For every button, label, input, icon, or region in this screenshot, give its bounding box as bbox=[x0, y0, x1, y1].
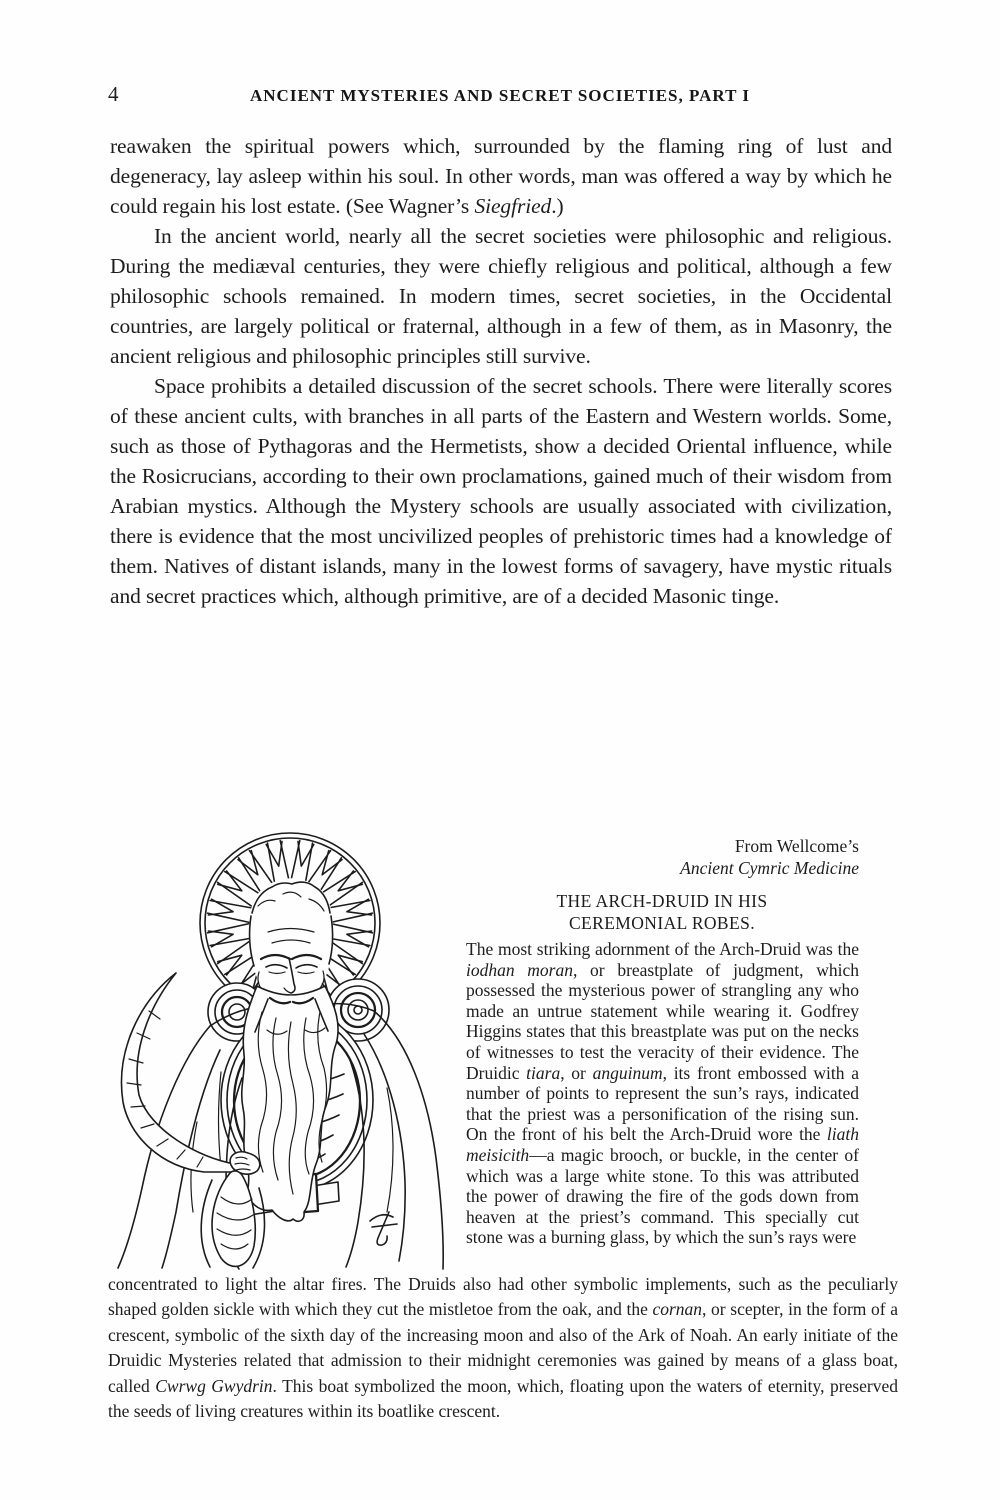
figure-caption-continuation: concentrated to light the altar fires. The Druids also had other symbolic implements, such as the peculiarly shaped golden sickle with which they cut the mistletoe from the oak, and the cornan, or scepter, in the form of a crescent, symbolic of the sixth day of the increasing moon and also of the Ark of Noah. An early initiate of the Druidic Mysteries related that admission to their midnight ceremonies was gained by means of a glass boat, called Cwrwg Gwydrin. This boat symbolized the moon, which, floating upon the waters of eternity, preserved the seeds of living creatures within its boatlike crescent. bbox=[108, 1274, 899, 1422]
body-text-block bbox=[110, 131, 892, 611]
figure-attribution bbox=[465, 835, 859, 879]
page-number: 4 bbox=[108, 82, 119, 106]
figure-attribution-work: Ancient Cymric Medicine bbox=[680, 858, 859, 878]
arch-druid-illustration bbox=[100, 820, 460, 1270]
body-paragraph: In the ancient world, nearly all the secret societies were philosophic and religious. During the mediæval centuries, they were chiefly religious and political, although a few philosophic schools remained. In modern times, secret societies, in the Occidental countries, are largely political or fraternal, although in a few of them, as in Masonry, the ancient religious and philosophic principles still survive. bbox=[110, 224, 892, 368]
druid-head bbox=[249, 878, 333, 1003]
artist-monogram bbox=[370, 1212, 397, 1245]
figure-caption-title-line: THE ARCH-DRUID IN HIS bbox=[556, 891, 768, 911]
figure-caption-title bbox=[465, 890, 859, 934]
figure-caption-column: The most striking adornment of the Arch-Druid was the iodhan moran, or breastplate of judgment, which possessed the mysterious power of strangling any who made an untrue statement while wearing it. Godfrey Higgins states that this breastplate was put on the necks of witnesses to test the veracity of their evidence. The Druidic tiara, or anguinum, its front embossed with a number of points to represent the sun’s rays, indicated that the priest was a personification of the rising sun. On the front of his belt the Arch-Druid wore the liath meisicith—a magic brooch, or buckle, in the center of which was a large white stone. To this was attributed the power of drawing the fire of the gods down from heaven at the priest’s command. This specially cut stone was a burning glass, by which the sun’s rays were bbox=[466, 939, 859, 1248]
running-head: ANCIENT MYSTERIES AND SECRET SOCIETIES, PART I bbox=[250, 86, 750, 105]
figure-attribution-source: From Wellcome’s bbox=[734, 836, 859, 856]
body-paragraph: reawaken the spiritual powers which, surrounded by the flaming ring of lust and degeneracy, lay asleep within his soul. In other words, man was offered a way by which he could regain his lost estate. (See Wagner’s Siegfried.) bbox=[110, 134, 892, 218]
figure-caption-title-line: CEREMONIAL ROBES. bbox=[568, 913, 756, 933]
body-paragraph: Space prohibits a detailed discussion of the secret schools. There were literally scores of these ancient cults, with branches in all parts of the Eastern and Western worlds. Some, such as those of Pythagoras and the Hermetists, show a decided Oriental influence, while the Rosicrucians, according to their own proclamations, gained much of their wisdom from Arabian mystics. Although the Mystery schools are usually associated with civilization, there is evidence that the most uncivilized peoples of prehistoric times had a knowledge of them. Natives of distant islands, many in the lowest forms of savagery, have mystic rituals and secret practices which, although primitive, are of a decided Masonic tinge. bbox=[110, 374, 892, 608]
